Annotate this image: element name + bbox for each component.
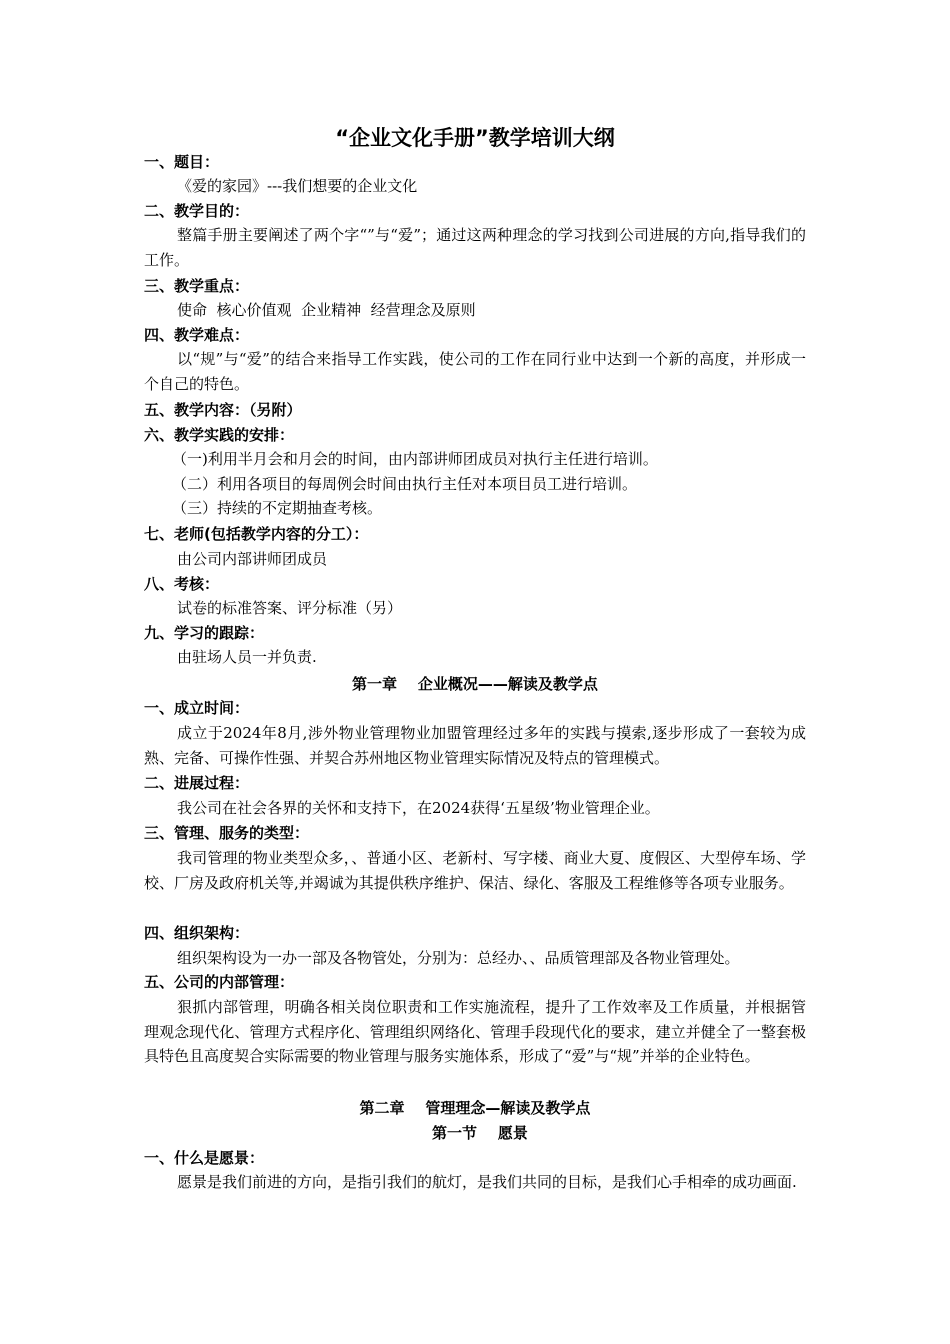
ch1-section-2-heading: 二、进展过程：: [144, 774, 250, 792]
section-4-heading: 四、教学难点：: [144, 326, 250, 344]
practice-item-1: （一)利用半月会和月会的时间，由内部讲师团成员对执行主任进行培训。: [172, 450, 658, 468]
section-7-text: 由公司内部讲师团成员: [177, 550, 328, 568]
section-2-text: 整篇手册主要阐述了两个字“”与“爱”；通过这两种理念的学习找到公司进展的方向,指导我们的工作。: [144, 226, 806, 269]
section-5-heading: 五、教学内容：（另附）: [144, 401, 302, 419]
section-7-heading: 七、老师(包括教学内容的分工）：: [144, 525, 369, 543]
section-2-heading: 二、教学目的：: [144, 202, 250, 220]
section-3-heading: 三、教学重点：: [144, 277, 250, 295]
ch2-section-1-text: 愿景是我们前进的方向，是指引我们的航灯，是我们共同的目标，是我们心手相牵的成功画面.: [177, 1173, 797, 1191]
ch1-section-2-text: 我公司在社会各界的关怀和支持下，在2024获得‘五星级’物业管理企业。: [177, 799, 660, 817]
ch1-section-3-text: 我司管理的物业类型众多，、普通小区、老新村、写字楼、商业大夏、度假区、大型停车场、学校、厂房及政府机关等,并竭诚为其提供秩序维护、保洁、绿化、客服及工程维修等各项专业服务。: [144, 849, 806, 892]
ch2-section-1-heading: 一、什么是愿景：: [144, 1149, 265, 1167]
ch1-section-1-text: 成立于2024年8月,涉外物业管理物业加盟管理经过多年的实践与摸索,逐步形成了一套较为成熟、完备、可操作性强、并契合苏州地区物业管理实际情况及特点的管理模式。: [144, 724, 806, 767]
section-9-text: 由驻场人员一并负责.: [177, 648, 317, 666]
practice-item-3: （三）持续的不定期抽查考核。: [172, 499, 383, 517]
ch1-section-4-heading: 四、组织架构：: [144, 924, 250, 942]
chapter-1-title: 第一章 企业概况——解读及教学点: [352, 675, 598, 693]
section-8-heading: 八、考核：: [144, 575, 220, 593]
section-4-text: 以“规”与“爱”的结合来指导工作实践，使公司的工作在同行业中达到一个新的高度，并形成一个自己的特色。: [144, 350, 806, 393]
practice-item-2: （二）利用各项目的每周例会时间由执行主任对本项目员工进行培训。: [172, 475, 638, 493]
section-1-text: 《爱的家园》---我们想要的企业文化: [177, 177, 418, 195]
chapter-2-section-title: 第一节 愿景: [432, 1124, 528, 1142]
section-1-heading: 一、题目：: [144, 153, 220, 171]
ch1-section-1-heading: 一、成立时间：: [144, 699, 250, 717]
section-8-text: 试卷的标准答案、评分标准（另）: [177, 599, 403, 617]
ch1-section-5-heading: 五、公司的内部管理：: [144, 973, 295, 991]
ch1-section-4-text: 组织架构设为一办一部及各物管处，分别为：总经办、、品质管理部及各物业管理处。: [177, 949, 740, 967]
chapter-2-title: 第二章 管理理念—解读及教学点: [359, 1099, 591, 1117]
ch1-section-3-heading: 三、管理、服务的类型：: [144, 824, 310, 842]
section-9-heading: 九、学习的跟踪：: [144, 624, 265, 642]
section-3-text: 使命 核心价值观 企业精神 经营理念及原则: [177, 301, 476, 319]
section-6-heading: 六、教学实践的安排：: [144, 426, 295, 444]
ch1-section-5-text: 狠抓内部管理，明确各相关岗位职责和工作实施流程，提升了工作效率及工作质量，并根据管理观念现代化、管理方式程序化、管理组织网络化、管理手段现代化的要求，建立并健全了一整套极具特色且高度契合实际需要的物业管理与服务实施体系，形成了“爱”与“规”并举的企业特色。: [144, 998, 806, 1065]
document-title: “企业文化手册”教学培训大纲: [335, 126, 615, 150]
